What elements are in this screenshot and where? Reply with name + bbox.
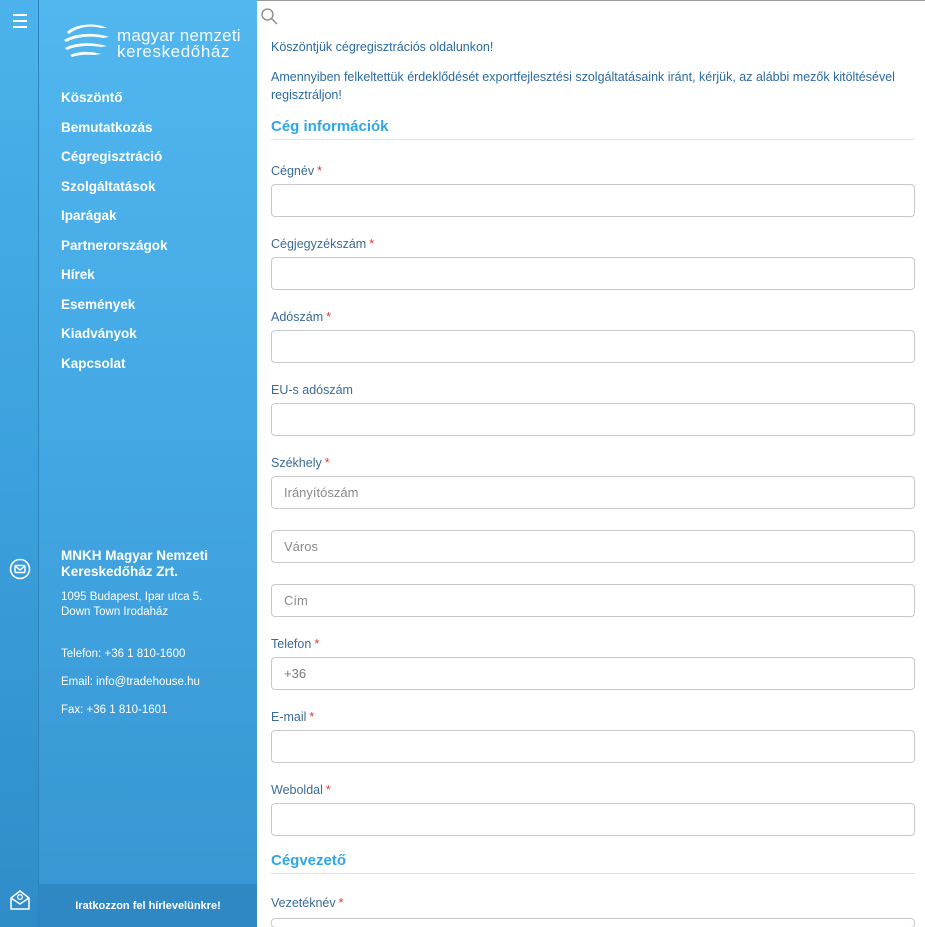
nav-item-kapcsolat[interactable]: Kapcsolat xyxy=(61,355,126,371)
tax-number-label: Adószám * xyxy=(271,310,331,324)
city-input[interactable] xyxy=(271,530,915,563)
required-marker: * xyxy=(314,637,320,651)
nav-item-bemutatkozas[interactable]: Bemutatkozás xyxy=(61,119,153,135)
welcome-text: Köszöntjük cégregisztrációs oldalunkon! xyxy=(271,40,494,54)
nav-item-partnerorszagok[interactable]: Partnerországok xyxy=(61,237,168,253)
zip-code-input[interactable] xyxy=(271,476,915,509)
phone-label: Telefon * xyxy=(271,637,320,651)
registration-number-input[interactable] xyxy=(271,257,915,290)
mail-icon[interactable] xyxy=(0,558,39,580)
brand-logo[interactable] xyxy=(61,20,251,64)
logo-line1: magyar nemzeti xyxy=(117,26,241,45)
company-phone: Telefon: +36 1 810-1600 xyxy=(61,648,186,660)
required-marker: * xyxy=(324,456,330,470)
newsletter-signup-button[interactable]: Iratkozzon fel hírlevelünkre! xyxy=(39,884,257,927)
newsletter-envelope-icon[interactable] xyxy=(0,890,39,910)
nav-item-esemenyek[interactable]: Események xyxy=(61,296,136,312)
nav-item-szolgaltatasok[interactable]: Szolgáltatások xyxy=(61,178,156,194)
website-label: Weboldal * xyxy=(271,783,331,797)
website-input[interactable] xyxy=(271,803,915,836)
nav-item-hirek[interactable]: Hírek xyxy=(61,267,95,282)
eu-tax-number-label: EU-s adószám xyxy=(271,383,353,397)
required-marker: * xyxy=(369,237,375,251)
nav-item-kiadvanyok[interactable]: Kiadványok xyxy=(61,326,137,341)
required-marker: * xyxy=(317,164,322,178)
last-name-label: Vezetéknév * xyxy=(271,896,344,910)
required-marker: * xyxy=(309,710,315,724)
last-name-input[interactable] xyxy=(271,918,915,927)
required-marker: * xyxy=(325,783,331,797)
required-marker: * xyxy=(338,896,344,910)
section-divider xyxy=(271,139,915,140)
registration-number-label: Cégjegyzékszám * xyxy=(271,237,375,251)
section-title-company-info: Cég információk xyxy=(271,118,389,135)
tax-number-input[interactable] xyxy=(271,330,915,363)
email-input[interactable] xyxy=(271,730,915,763)
search-icon[interactable] xyxy=(260,7,280,27)
required-marker: * xyxy=(326,310,331,324)
company-address xyxy=(61,590,251,620)
company-name-input[interactable] xyxy=(271,184,915,217)
logo-line2: kereskedőház xyxy=(117,42,231,61)
headquarters-label: Székhely * xyxy=(271,456,330,470)
section-title-ceo: Cégvezető xyxy=(271,852,347,869)
company-email[interactable]: Email: info@tradehouse.hu xyxy=(61,676,200,688)
street-address-input[interactable] xyxy=(271,584,915,617)
address-line1: 1095 Budapest, Ipar utca 5. xyxy=(61,591,203,603)
nav-item-cegregisztracio[interactable]: Cégregisztráció xyxy=(61,149,163,164)
company-fax: Fax: +36 1 810-1601 xyxy=(61,704,168,716)
main-content xyxy=(257,0,925,927)
company-info xyxy=(61,548,251,730)
email-label: E-mail * xyxy=(271,710,315,724)
intro-text: Amennyiben felkeltettük érdeklődését exportfejlesztési szolgáltatásaink iránt, kérjük, az alábbi mezők kitöltésével regisztráljon! xyxy=(271,70,895,102)
company-name: MNKH Magyar Nemzeti Kereskedőház Zrt. xyxy=(61,548,209,579)
nav-item-iparagak[interactable]: Iparágak xyxy=(61,208,117,223)
main-navigation xyxy=(61,87,168,382)
icon-rail xyxy=(0,0,39,927)
nav-item-koszonto[interactable]: Köszöntő xyxy=(61,90,123,105)
sidebar xyxy=(39,0,257,927)
eu-tax-number-input[interactable] xyxy=(271,403,915,436)
section-divider xyxy=(271,873,915,874)
globe-logo-icon xyxy=(61,20,111,62)
company-name-label: Cégnév * xyxy=(271,164,322,178)
address-line2: Down Town Irodaház xyxy=(61,606,169,618)
phone-input[interactable] xyxy=(271,657,915,690)
hamburger-menu-icon[interactable] xyxy=(0,12,39,30)
